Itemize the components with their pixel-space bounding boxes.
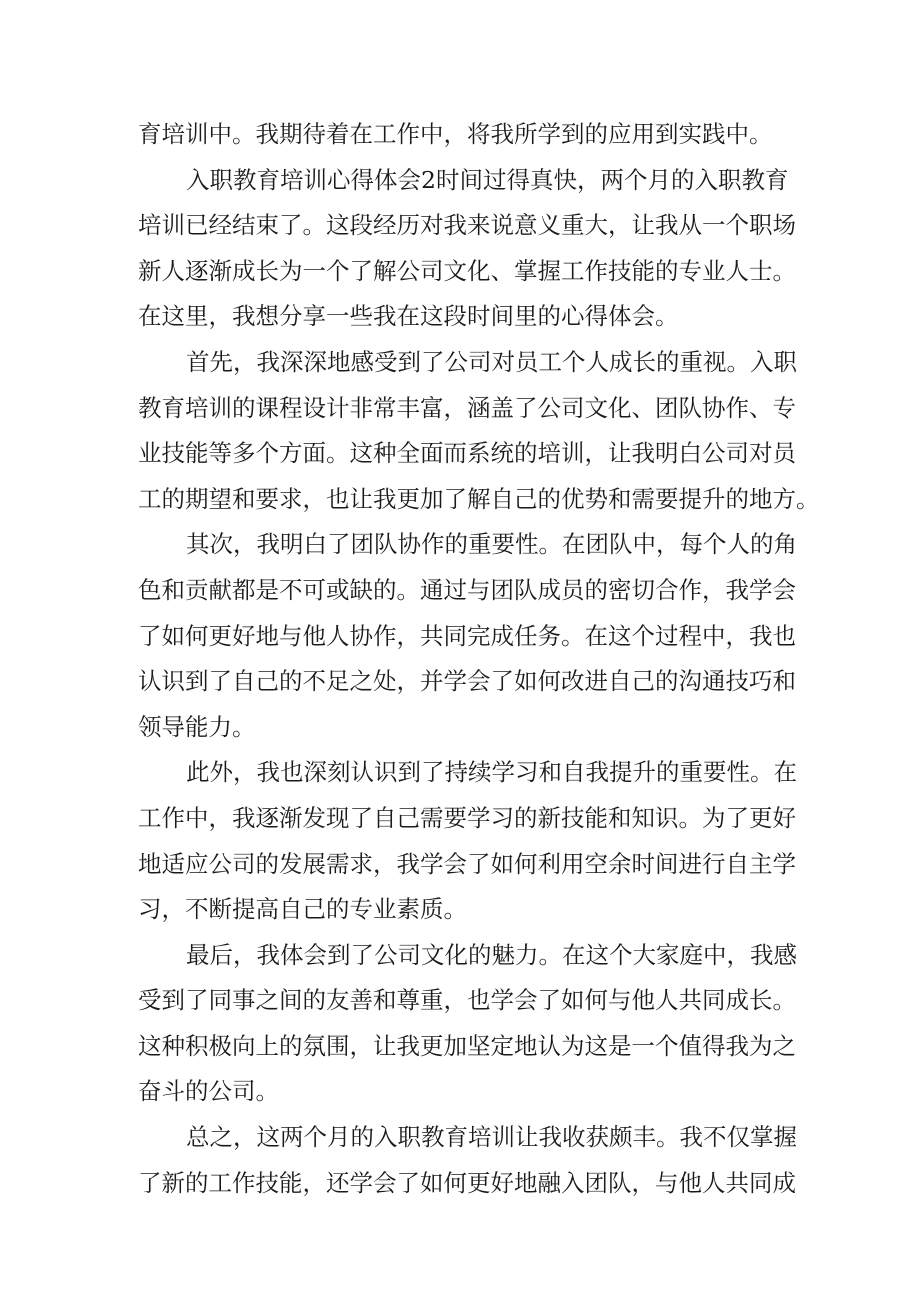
- text-line: 了如何更好地与他人协作，共同完成任务。在这个过程中，我也: [138, 621, 796, 650]
- text-line: 色和贡献都是不可或缺的。通过与团队成员的密切合作，我学会: [138, 575, 796, 604]
- text-line: 在这里，我想分享一些我在这段时间里的心得体会。: [138, 302, 679, 331]
- text-line: 奋斗的公司。: [138, 1077, 279, 1106]
- text-line: 新人逐渐成长为一个了解公司文化、掌握工作技能的专业人士。: [138, 256, 796, 285]
- paragraph-first-line: 总之，这两个月的入职教育培训让我收获颇丰。我不仅掌握: [186, 1123, 797, 1152]
- paragraph-first-line: 此外，我也深刻认识到了持续学习和自我提升的重要性。在: [186, 758, 797, 787]
- text-line: 认识到了自己的不足之处，并学会了如何改进自己的沟通技巧和: [138, 667, 796, 696]
- paragraph-first-line: 首先，我深深地感受到了公司对员工个人成长的重视。入职: [186, 347, 797, 376]
- text-line: 工作中，我逐渐发现了自己需要学习的新技能和知识。为了更好: [138, 803, 796, 832]
- text-line: 业技能等多个方面。这种全面而系统的培训，让我明白公司对员: [138, 439, 796, 468]
- body-text: [138, 112, 820, 1206]
- paragraph-first-line: 最后，我体会到了公司文化的魅力。在这个大家庭中，我感: [186, 940, 797, 969]
- text-line: 地适应公司的发展需求，我学会了如何利用空余时间进行自主学: [138, 849, 796, 878]
- text-line: 工的期望和要求，也让我更加了解自己的优势和需要提升的地方。: [138, 484, 820, 513]
- text-line: 习，不断提高自己的专业素质。: [138, 895, 467, 924]
- text-line: 了新的工作技能，还学会了如何更好地融入团队，与他人共同成: [138, 1168, 796, 1197]
- text-line: 培训已经结束了。这段经历对我来说意义重大，让我从一个职场: [138, 211, 796, 240]
- paragraph-first-line: 其次，我明白了团队协作的重要性。在团队中，每个人的角: [186, 530, 797, 559]
- text-line: 育培训中。我期待着在工作中，将我所学到的应用到实践中。: [138, 120, 773, 148]
- paragraph-first-line: 入职教育培训心得体会2时间过得真快，两个月的入职教育: [186, 165, 789, 194]
- text-line: 这种积极向上的氛围，让我更加坚定地认为这是一个值得我为之: [138, 1031, 796, 1060]
- text-line: 受到了同事之间的友善和尊重，也学会了如何与他人共同成长。: [138, 986, 796, 1015]
- text-line: 领导能力。: [138, 712, 256, 741]
- text-line: 教育培训的课程设计非常丰富，涵盖了公司文化、团队协作、专: [138, 393, 796, 422]
